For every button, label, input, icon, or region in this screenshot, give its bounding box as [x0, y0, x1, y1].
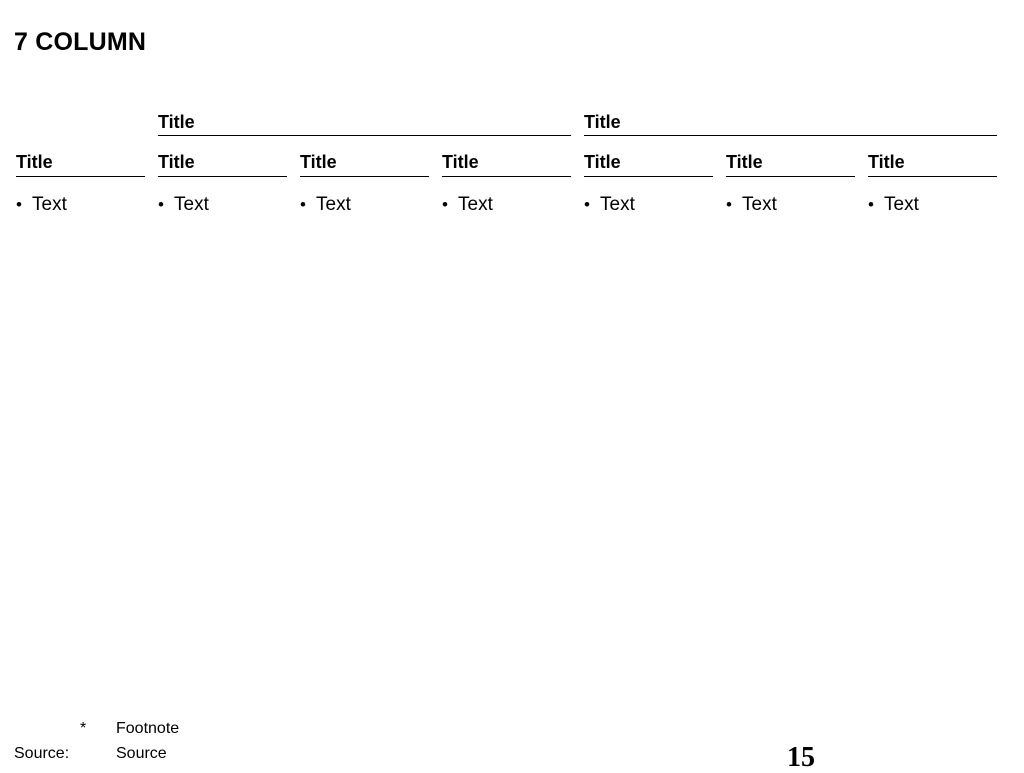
column-title-3: Title	[300, 152, 429, 177]
bullet-icon: •	[726, 195, 732, 214]
bullet-icon: •	[158, 195, 164, 214]
slide-title: 7 COLUMN	[14, 28, 147, 56]
column-text-6	[726, 194, 777, 216]
group-title-1: Title	[158, 112, 571, 136]
column-text-2	[158, 194, 209, 216]
bullet-icon: •	[868, 195, 874, 214]
column-text-label: Text	[600, 194, 635, 215]
group-title-2: Title	[584, 112, 997, 136]
column-text-label: Text	[742, 194, 777, 215]
page-number: 15	[787, 742, 815, 773]
bullet-icon: •	[300, 195, 306, 214]
column-text-label: Text	[458, 194, 493, 215]
source-label: Source:	[14, 745, 70, 762]
column-text-7	[868, 194, 919, 216]
footnote-text: Footnote	[116, 720, 180, 737]
bullet-icon: •	[584, 195, 590, 214]
column-text-5	[584, 194, 635, 216]
column-text-label: Text	[174, 194, 209, 215]
column-title-5: Title	[584, 152, 713, 177]
column-text-label: Text	[884, 194, 919, 215]
column-text-3	[300, 194, 351, 216]
bullet-icon: •	[16, 195, 22, 214]
column-text-4	[442, 194, 493, 216]
column-title-6: Title	[726, 152, 855, 177]
column-title-1: Title	[16, 152, 145, 177]
column-text-1	[16, 194, 67, 216]
source-text: Source	[116, 745, 167, 762]
column-title-7: Title	[868, 152, 997, 177]
column-text-label: Text	[316, 194, 351, 215]
column-text-label: Text	[32, 194, 67, 215]
bullet-icon: •	[442, 195, 448, 214]
footnote-marker: *	[80, 720, 87, 737]
column-title-4: Title	[442, 152, 571, 177]
column-title-2: Title	[158, 152, 287, 177]
